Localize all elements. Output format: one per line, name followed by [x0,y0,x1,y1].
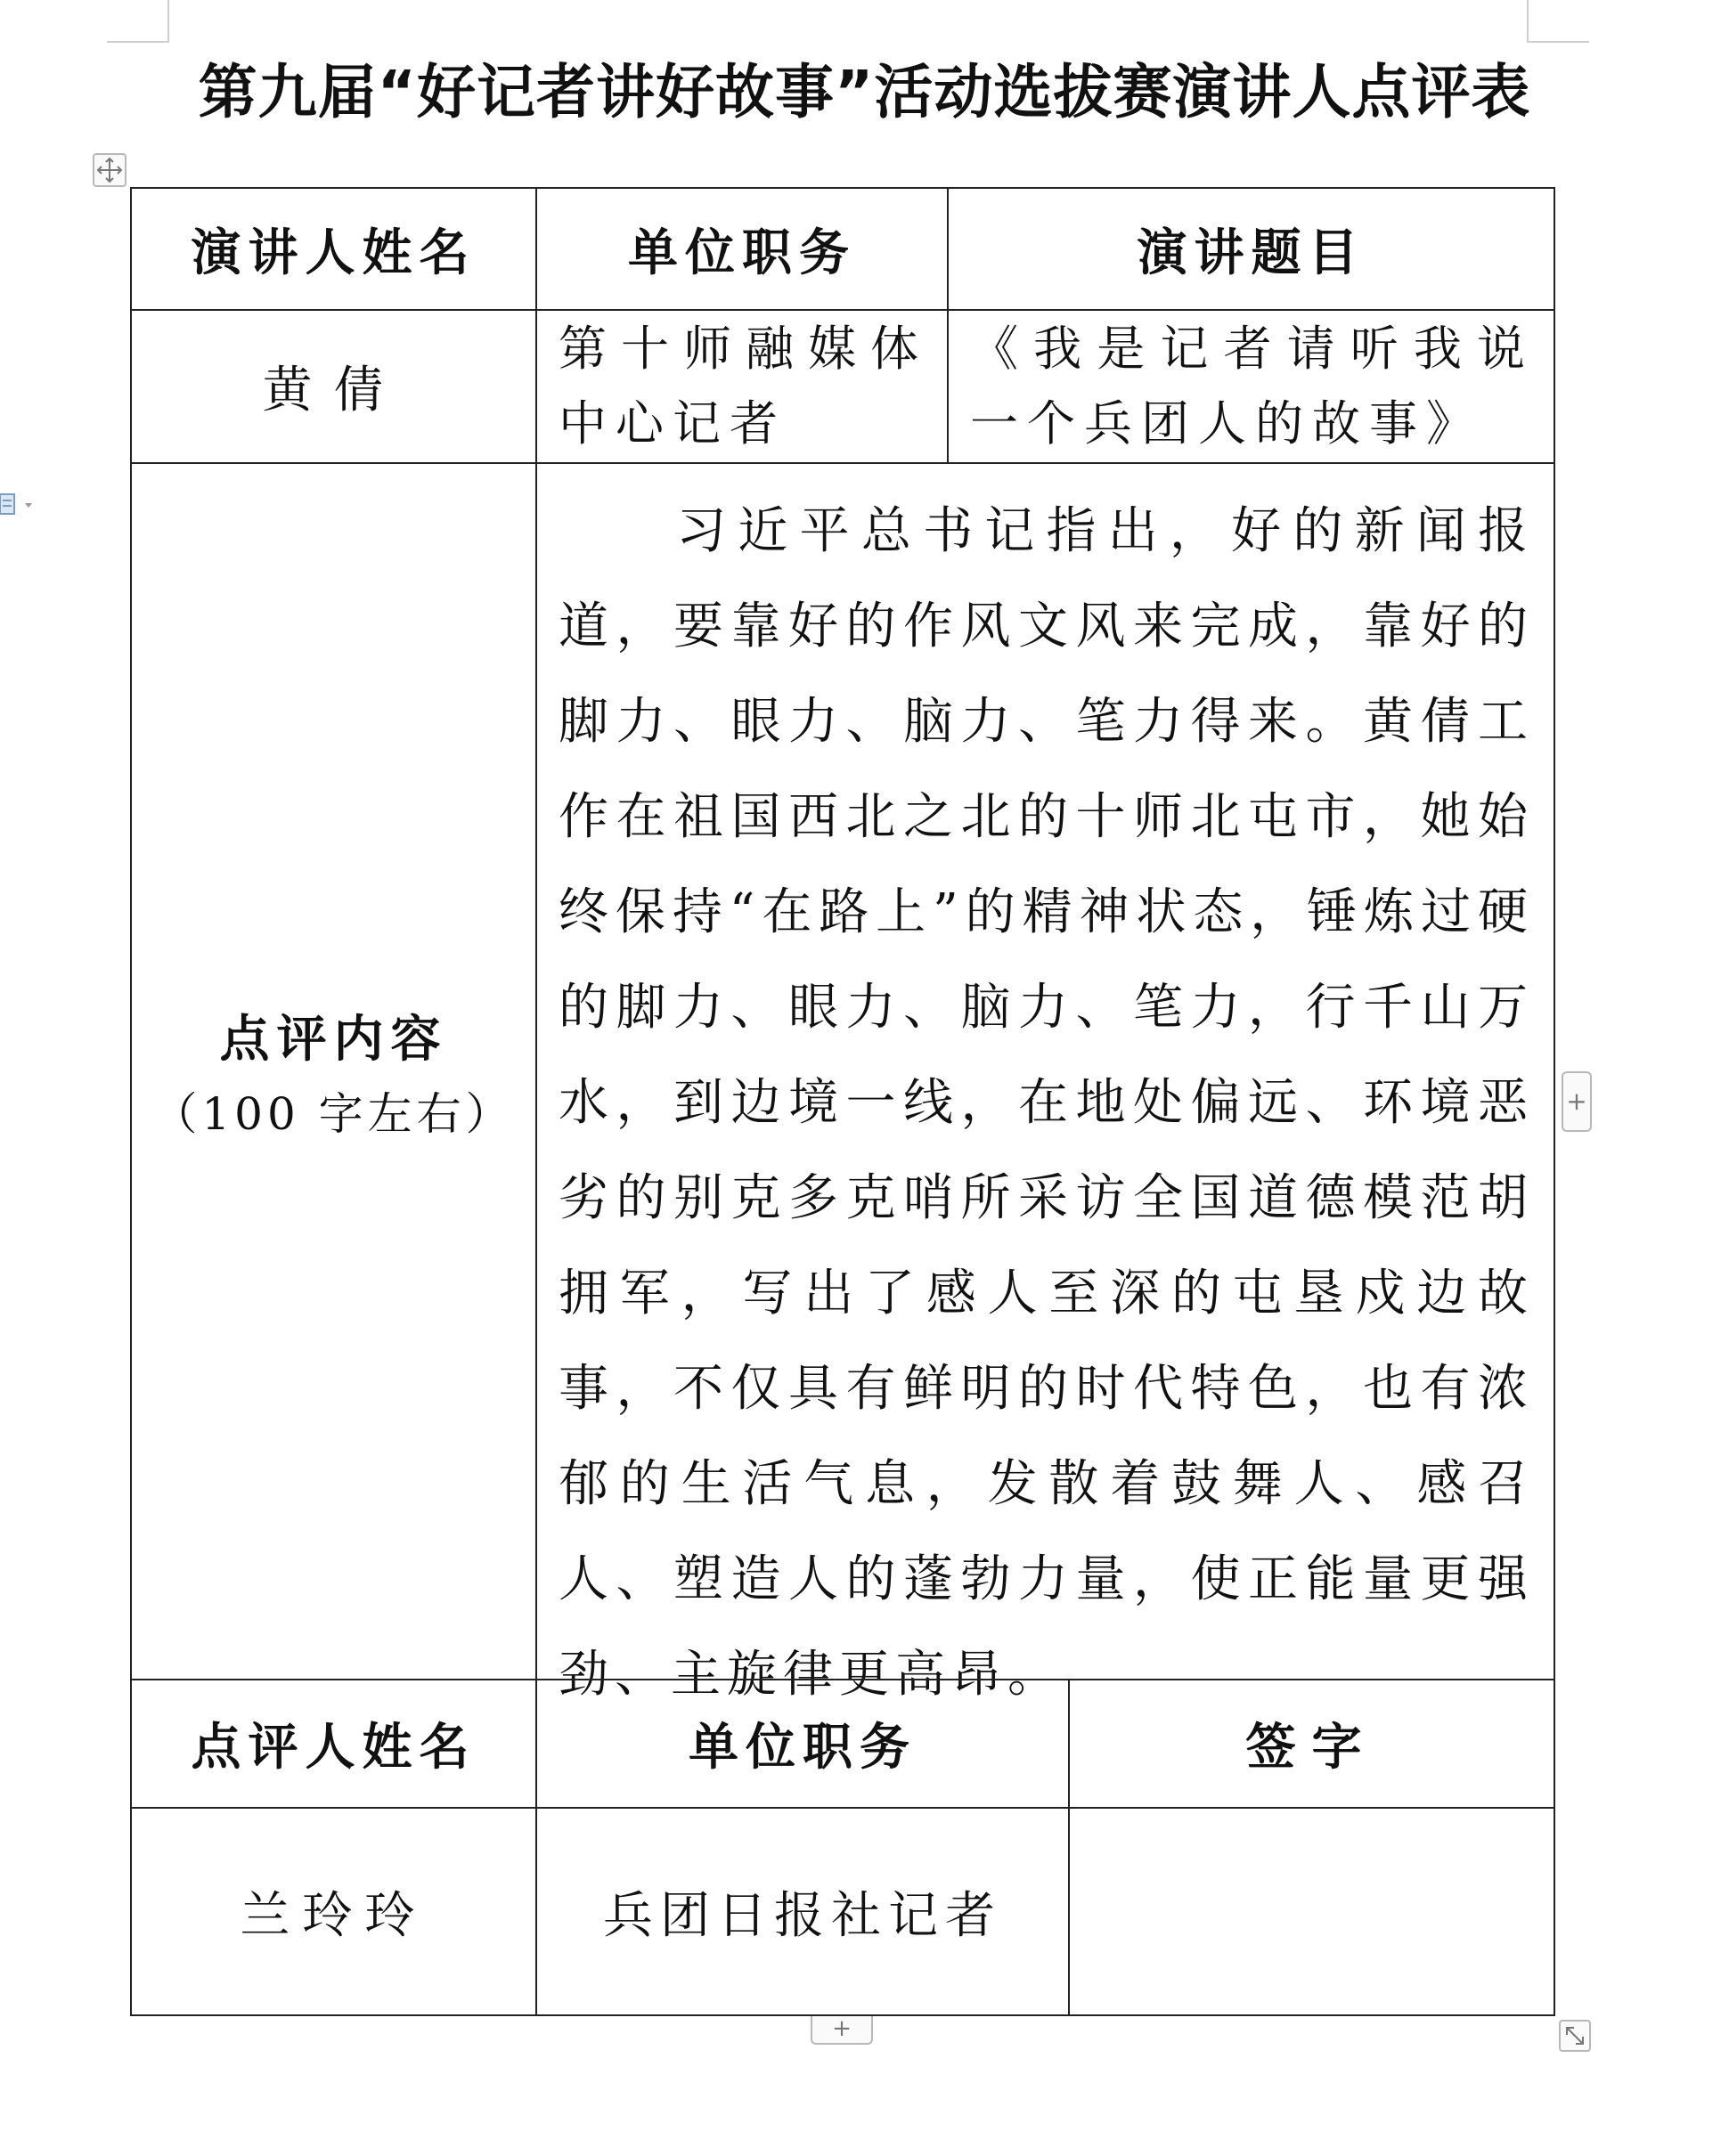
plus-icon: + [832,2015,852,2042]
add-row-button[interactable] [811,2016,873,2045]
review-table [130,187,1555,2016]
reviewer-name: 兰玲玲 [240,1886,428,1945]
document-title: 第九届“好记者讲好故事”活动选拔赛演讲人点评表 [198,58,1531,126]
header-unit-position-cell [535,187,947,309]
header-signature: 签字 [1245,1718,1378,1777]
header-signature-cell [1068,1679,1555,1807]
document-icon[interactable] [0,492,36,522]
speaker-topic-cell[interactable] [947,309,1555,462]
header-reviewer-name-cell [130,1679,535,1807]
signature-cell[interactable] [1068,1807,1555,2016]
comment-text-cell[interactable] [535,462,1555,1704]
header-reviewer-name: 点评人姓名 [191,1718,477,1777]
reviewer-unit-cell[interactable] [535,1807,1068,2016]
add-column-button[interactable] [1562,1071,1592,1132]
resize-diagonal-icon[interactable] [1559,2020,1591,2052]
comment-label: 点评内容 [219,1010,448,1069]
header-speaker-name-cell [130,187,535,309]
header-unit-position: 单位职务 [628,223,856,282]
margin-mark-top-right [1527,0,1589,43]
plus-icon: + [1566,1086,1587,1116]
comment-label-cell [130,462,535,1679]
comment-label-group [152,1000,514,1143]
header-reviewer-unit: 单位职务 [689,1718,917,1777]
reviewer-name-cell[interactable] [130,1807,535,2016]
header-topic: 演讲题目 [1137,223,1366,282]
header-reviewer-unit-cell [535,1679,1068,1807]
reviewer-unit: 兵团日报社记者 [603,1886,1002,1945]
margin-mark-top-left [107,0,169,43]
header-speaker-name: 演讲人姓名 [191,223,477,282]
comment-hint: （100 字左右） [152,1088,515,1140]
speaker-unit-cell[interactable] [535,309,947,462]
move-arrows-icon[interactable] [93,153,126,187]
speaker-name: 黄倩 [262,362,405,419]
speaker-topic: 《我是记者请听我说一个兵团人的故事》 [970,321,1534,452]
comment-text: 习近平总书记指出，好的新闻报道，要靠好的作风文风来完成，靠好的脚力、眼力、脑力、笔力得来。黄倩工作在祖国西北之北的十师北屯市，她始终保持“在路上”的精神状态，锤炼过硬的脚力、眼力、脑力、笔力，行千山万水，到边境一线，在地处偏远、环境恶劣的别克多克哨所采访全国道德模范胡拥军，写出了感人至深的屯垦戍边故事，不仅具有鲜明的时代特色，也有浓郁的生活气息，发散着鼓舞人、感召人、塑造人的蓬勃力量，使正能量更强劲、主旋律更高昂。 [559,502,1534,1704]
speaker-name-cell[interactable] [130,309,535,462]
speaker-unit: 第十师融媒体中心记者 [559,321,927,452]
header-topic-cell [947,187,1555,309]
